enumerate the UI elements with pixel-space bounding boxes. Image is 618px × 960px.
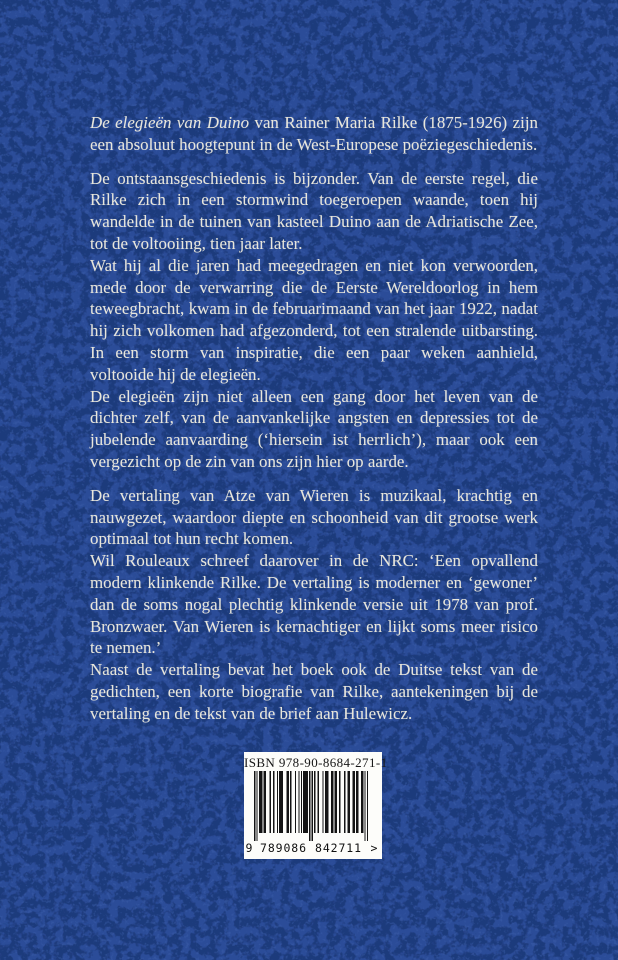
ean-trailer-symbol: > bbox=[370, 841, 378, 855]
paragraph-translation-quality: De vertaling van Atze van Wieren is muzikaal, krachtig en nauwgezet, waardoor diepte en schoonheid van dit grootse werk optimaal tot hun recht komen. bbox=[90, 485, 538, 549]
isbn-label: ISBN 978-90-8684-271-1 bbox=[244, 755, 388, 770]
ean-leading-digit: 9 bbox=[245, 841, 253, 855]
ean13-barcode bbox=[244, 771, 382, 857]
ean13-bars bbox=[254, 771, 368, 841]
back-cover-text bbox=[90, 112, 538, 725]
translation-block bbox=[90, 485, 538, 725]
paragraph-nrc-review: Wil Rouleaux schreef daarover in de NRC: ‘Een opvallend modern klinkende Rilke. De vertaling is moderner en ‘gewoner’ dan de soms nogal plechtig klinkende versie uit 1978 van prof. Bronzwaer. Van Wieren is kernachtiger en lijkt soms meer risico te nemen.’ bbox=[90, 551, 538, 658]
story-block bbox=[90, 168, 538, 473]
intro-paragraph bbox=[90, 112, 538, 156]
intro-rest: van Rainer Maria Rilke (1875-1926) zijn een absoluut hoogtepunt in de West-Europese poëziegeschiedenis. bbox=[90, 113, 538, 154]
paragraph-elegies-meaning: De elegieën zijn niet alleen een gang door het leven van de dichter zelf, van de aanvankelijke angsten en depressies tot de jubelende aanvaarding (‘hiersein ist herrlich’), maar ook een vergezicht op de zin van ons zijn hier op aarde. bbox=[90, 386, 538, 471]
paragraph-1922-outburst: Wat hij al die jaren had meegedragen en niet kon verwoorden, mede door de verwarring die de Eerste Wereldoorlog in hem teweegbracht, kwam in de februarimaand van het jaar 1922, nadat hij zich volkomen had afgezonderd, tot een stralende uitbarsting. In een storm van inspiratie, die een paar weken aanhield, voltooide hij de elegieën. bbox=[90, 255, 538, 384]
paragraph-book-contents: Naast de vertaling bevat het boek ook de Duitse tekst van de gedichten, een korte biografie van Rilke, aantekeningen bij de vertaling en de tekst van de brief aan Hulewicz. bbox=[90, 660, 538, 723]
paragraph-origin-history: De ontstaansgeschiedenis is bijzonder. Van de eerste regel, die Rilke zich in een stormwind toegeroepen waande, toen hij wandelde in de tuinen van kasteel Duino aan de Adriatische Zee, tot de voltooiing, tien jaar later. bbox=[90, 168, 538, 253]
intro-block bbox=[90, 112, 538, 156]
book-title-italic: De elegieën van Duino bbox=[90, 113, 250, 132]
ean-right-group: 842711 bbox=[315, 841, 361, 855]
barcode-panel bbox=[244, 752, 388, 859]
ean-left-group: 789086 bbox=[260, 841, 306, 855]
